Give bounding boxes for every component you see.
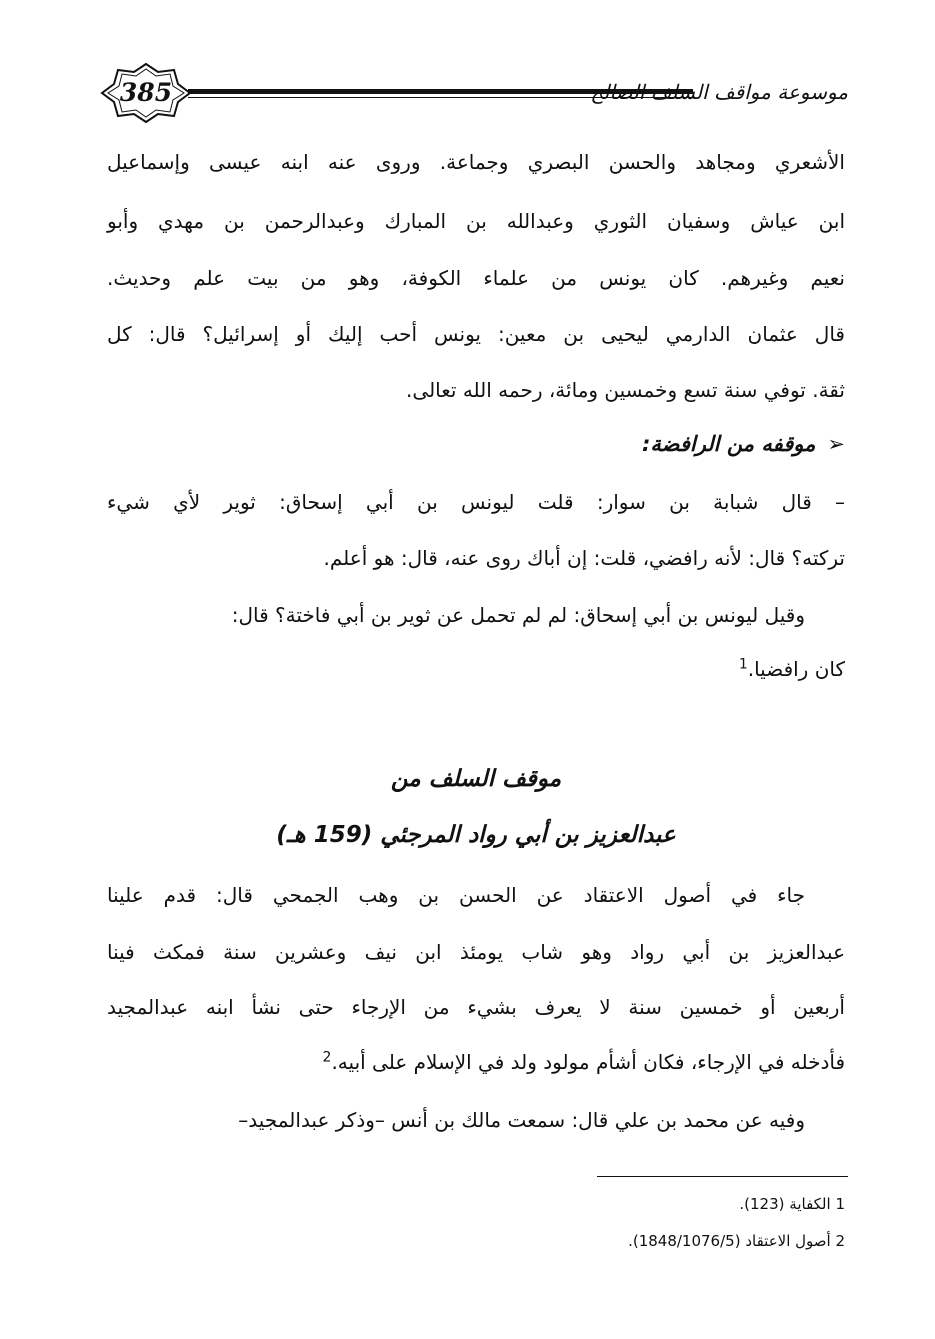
text-line: جاء في أصول الاعتقاد عن الحسن بن وهب الجمحي قال: قدم علينا [107,883,805,907]
footnote: 1 الكفاية (123). [739,1195,845,1213]
text-line: ثقة. توفي سنة تسع وخمسين ومائة، رحمه الله تعالى. [406,378,845,402]
page-number: 385 [119,78,173,107]
footnote: 2 أصول الاعتقاد (1848/1076/5). [628,1232,845,1250]
text-line: فأدخله في الإرجاء، فكان أشأم مولود ولد في الإسلام على أبيه. [331,1050,845,1074]
text-line: وفيه عن محمد بن علي قال: سمعت مالك بن أنس –وذكر عبدالمجيد– [238,1108,805,1132]
text-line: تركته؟ قال: لأنه رافضي، قلت: إن أباك روى عنه، قال: هو أعلم. [323,546,845,570]
page-header [100,62,848,124]
text-line: نعيم وغيرهم. كان يونس من علماء الكوفة، وهو من بيت علم وحديث. [107,266,845,290]
footnote-divider [597,1176,848,1177]
text-line: الأشعري ومجاهد والحسن البصري وجماعة. وروى عنه ابنه عيسى وإسماعيل [107,150,845,174]
text-line: عبدالعزيز بن أبي رواد وهو شاب يومئذ ابن نيف وعشرين سنة فمكث فينا [107,940,845,964]
text-line: قال عثمان الدارمي ليحيى بن معين: يونس أحب إليك أو إسرائيل؟ قال: كل [107,322,845,346]
text-line: ابن عياش وسفيان الثوري وعبدالله بن المبارك وعبدالرحمن بن مهدي وأبو [107,209,845,233]
text-line: كان رافضيا. [747,657,845,681]
chapter-title-line1: موقف السلف من [390,766,562,792]
running-title: موسوعة مواقف السلف الصالح [590,80,848,104]
section-heading-text: موقفه من الرافضة: [641,432,816,456]
text-line-with-footnote [323,1050,845,1074]
arrow-bullet-icon: ➢ [827,432,845,456]
text-line-with-footnote [739,657,845,681]
section-heading [642,432,845,456]
chapter-title-line2: عبدالعزيز بن أبي رواد المرجئي (159 هـ) [276,822,676,848]
footnote-ref[interactable]: 2 [322,1049,332,1066]
text-line: وقيل ليونس بن أبي إسحاق: لم لم تحمل عن ثوير بن أبي فاختة؟ قال: [231,603,805,627]
text-line: أربعين أو خمسين سنة لا يعرف بشيء من الإرجاء حتى نشأ ابنه عبدالمجيد [107,995,845,1019]
footnote-ref[interactable]: 1 [738,656,748,673]
text-line: – قال شبابة بن سوار: قلت ليونس بن أبي إسحاق: ثوير لأي شيء [107,490,845,514]
